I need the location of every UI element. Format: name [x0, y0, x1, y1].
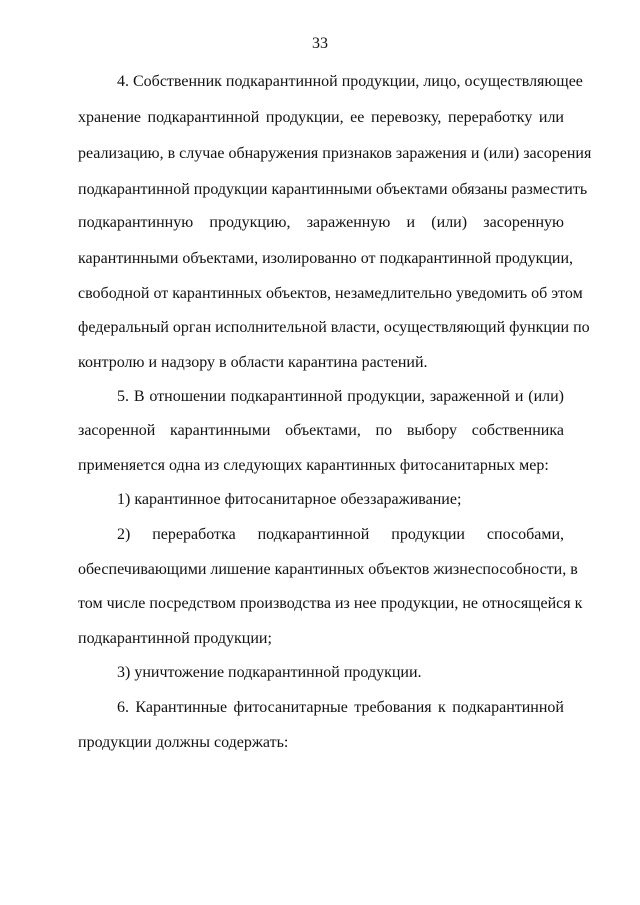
page-number: 33 [312, 35, 328, 52]
paragraph-4-line-6: карантинными объектами, изолированно от подкарантинной продукции, [78, 250, 574, 267]
paragraph-6-line-2: продукции должны содержать: [78, 734, 289, 751]
paragraph-4-line-2: хранение подкарантинной продукции, ее перевозку, переработку или [78, 109, 564, 126]
list-item-3: 3) уничтожение подкарантинной продукции. [117, 664, 422, 681]
paragraph-5-line-1: 5. В отношении подкарантинной продукции, зараженной и (или) [117, 388, 564, 405]
list-item-1: 1) карантинное фитосанитарное обеззараживание; [117, 491, 462, 508]
list-item-2-line-1: 2) переработка подкарантинной продукции способами, [117, 526, 564, 543]
paragraph-4-line-7: свободной от карантинных объектов, незамедлительно уведомить об этом [78, 285, 583, 302]
paragraph-6-line-1: 6. Карантинные фитосанитарные требования к подкарантинной [117, 699, 564, 716]
list-item-2-line-3: том числе посредством производства из нее продукции, не относящейся к [78, 595, 583, 612]
paragraph-5-line-3: применяется одна из следующих карантинных фитосанитарных мер: [78, 457, 549, 474]
paragraph-4-line-1: 4. Собственник подкарантинной продукции, лицо, осуществляющее [117, 73, 583, 90]
paragraph-4-line-5: подкарантинную продукцию, зараженную и (или) засоренную [78, 214, 564, 231]
paragraph-4-line-4: подкарантинной продукции карантинными объектами обязаны разместить [78, 181, 588, 198]
paragraph-4-line-9: контролю и надзору в области карантина растений. [78, 354, 428, 371]
paragraph-5-line-2: засоренной карантинными объектами, по выбору собственника [78, 422, 564, 439]
list-item-2-line-2: обеспечивающими лишение карантинных объектов жизнеспособности, в [78, 561, 578, 578]
list-item-2-line-4: подкарантинной продукции; [78, 630, 272, 647]
paragraph-4-line-3: реализацию, в случае обнаружения признаков заражения и (или) засорения [78, 145, 592, 162]
paragraph-4-line-8: федеральный орган исполнительной власти, осуществляющий функции по [78, 319, 590, 336]
